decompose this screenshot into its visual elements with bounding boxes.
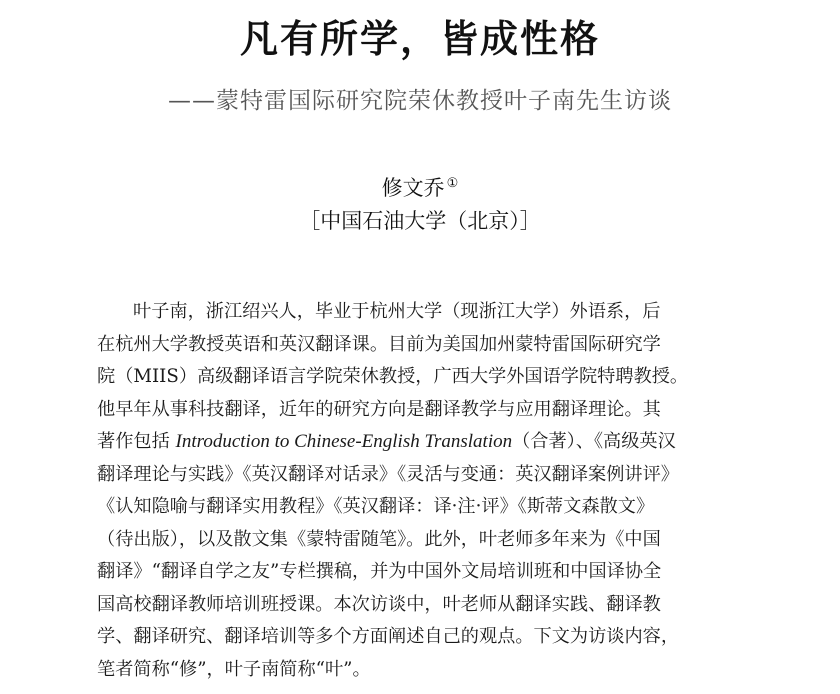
paragraph-line: 学、翻译研究、翻译培训等多个方面阐述自己的观点。下文为访谈内容， <box>97 626 680 647</box>
author-footnote-marker[interactable]: ① <box>446 176 459 191</box>
paragraph-line <box>97 426 797 459</box>
paragraph-line: 国高校翻译教师培训班授课。本次访谈中，叶老师从翻译实践、翻译教 <box>97 593 661 615</box>
paragraph-line: 叶子南，浙江绍兴人，毕业于杭州大学（现浙江大学）外语系，后 <box>133 301 661 322</box>
line-text: （合著）、《高级英汉 <box>512 431 676 452</box>
article-subtitle: ——蒙特雷国际研究院荣休教授叶子南先生访谈 <box>168 88 672 114</box>
paragraph-line: （待出版），以及散文集《蒙特雷随笔》。此外，叶老师多年来为《中国 <box>97 528 661 550</box>
author-name: 修文乔 <box>381 176 445 200</box>
paragraph-line: 翻译理论与实践》《英汉翻译对话录》《灵活与变通：英汉翻译案例讲评》 <box>97 463 679 485</box>
line-text: 著作包括 <box>97 431 176 452</box>
paragraph-line: 在杭州大学教授英语和英汉翻译课。目前为美国加州蒙特雷国际研究学 <box>97 333 661 355</box>
author-affiliation: ［中国石油大学（北京）］ <box>299 209 541 233</box>
author-line <box>0 172 840 202</box>
paragraph-line: 笔者简称“修”，叶子南简称“叶”。 <box>97 658 371 680</box>
intro-paragraph <box>97 296 797 686</box>
paragraph-line: 院（MIIS）高级翻译语言学院荣休教授，广西大学外国语学院特聘教授。 <box>97 366 689 387</box>
paragraph-line: 《认知隐喻与翻译实用教程》《英汉翻译：译·注·评》《斯蒂文森散文》 <box>97 496 655 517</box>
paragraph-line: 他早年从事科技翻译，近年的研究方向是翻译教学与应用翻译理论。其 <box>97 398 661 420</box>
paragraph-line: 翻译》“翻译自学之友”专栏撰稿，并为中国外文局培训班和中国译协全 <box>97 561 662 582</box>
article-title: 凡有所学，皆成性格 <box>239 17 600 61</box>
book-title-english: Introduction to Chinese-English Translation <box>175 431 513 452</box>
